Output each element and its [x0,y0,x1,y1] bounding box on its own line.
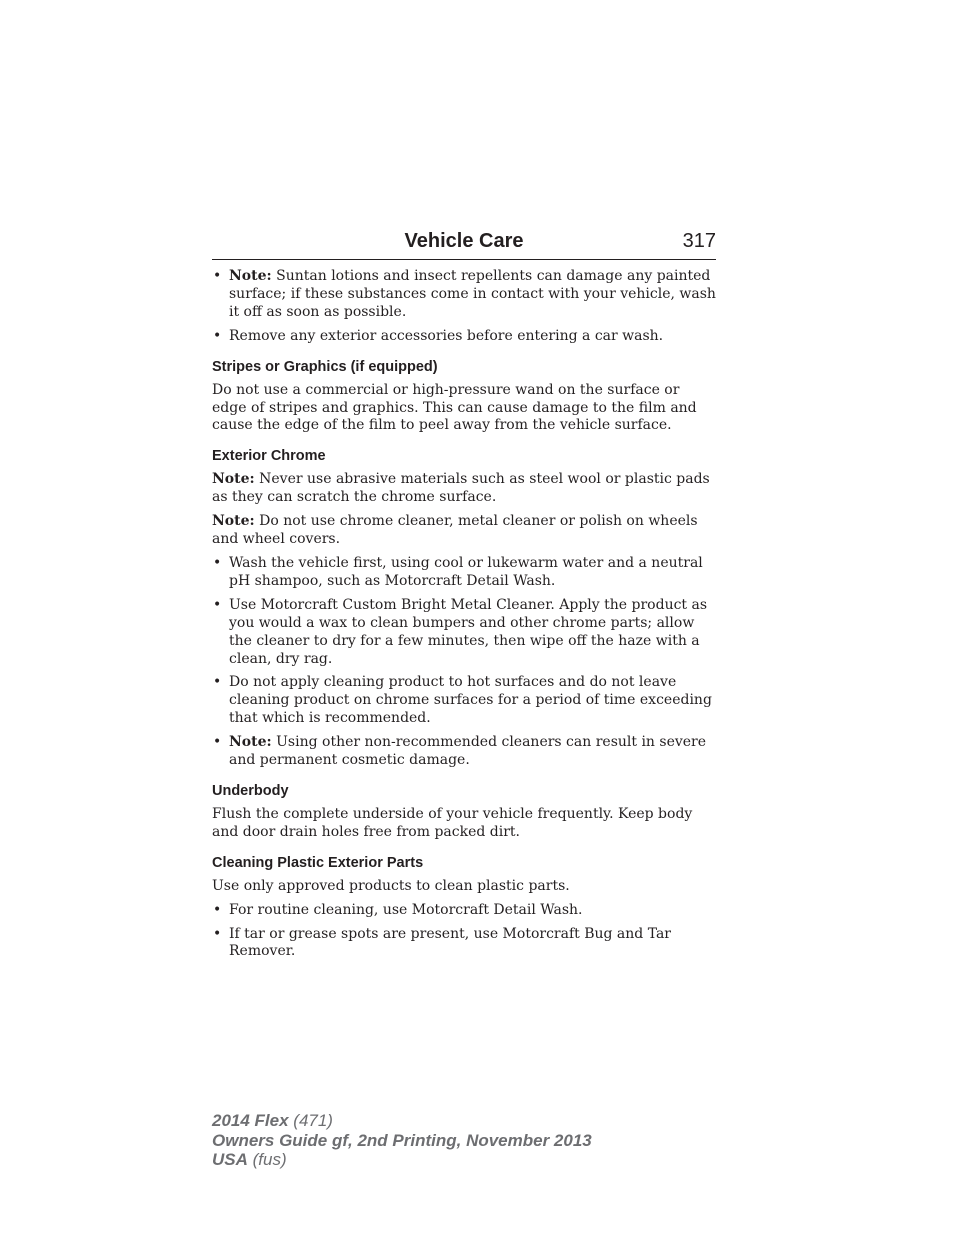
stripes-heading: Stripes or Graphics (if equipped) [212,358,438,375]
note-text: Never use abrasive materials such as steel wool or plastic pads as they can scratch the chrome surface. [212,471,710,506]
footer-guide: Owners Guide gf, 2nd Printing, November 2013 [212,1130,592,1150]
note-label: Note: [229,734,272,751]
chrome-note [212,513,716,549]
list-item-text: Use Motorcraft Custom Bright Metal Cleaner. Apply the product as you would a wax to clean bumpers and other chrome parts; allow the cleaner to dry for a few minutes, then wipe off the haze with a clean, dry rag. [229,596,708,667]
list-item-text: If tar or grease spots are present, use Motorcraft Bug and Tar Remover. [229,925,671,960]
note-text: Do not use chrome cleaner, metal cleaner or polish on wheels and wheel covers. [212,513,698,548]
list-item [212,328,716,346]
list-item-text: Do not apply cleaning product to hot surfaces and do not leave cleaning product on chrome surfaces for a period of time exceeding that which is recommended. [229,674,712,727]
footer-model-code: (471) [288,1111,333,1130]
plastic-list [212,902,716,962]
note-label: Note: [212,471,255,488]
footer-region-code: (fus) [247,1150,287,1169]
list-item [212,597,716,669]
list-item [212,734,716,770]
footer-region-line [212,1150,592,1170]
note-label: Note: [212,513,255,530]
underbody-heading: Underbody [212,782,289,799]
chrome-list [212,555,716,770]
chrome-heading: Exterior Chrome [212,448,326,465]
underbody-body: Flush the complete underside of your vehicle frequently. Keep body and door drain holes free from packed dirt. [212,805,693,840]
footer-region: USA [212,1150,248,1169]
list-item [212,268,716,322]
page-number: 317 [682,230,716,252]
list-item-text: Wash the vehicle first, using cool or lukewarm water and a neutral pH shampoo, such as Motorcraft Detail Wash. [229,554,703,589]
list-item-text: Remove any exterior accessories before entering a car wash. [229,327,664,344]
page-footer [212,1111,592,1170]
footer-model-line [212,1111,592,1131]
list-item-text: Suntan lotions and insect repellents can damage any painted surface; if these substances come in contact with your vehicle, wash it off as soon as possible. [229,268,716,320]
intro-list [212,268,716,346]
list-item [212,555,716,591]
list-item [212,902,716,920]
list-item-text: For routine cleaning, use Motorcraft Detail Wash. [229,901,583,918]
list-item [212,926,716,962]
stripes-body: Do not use a commercial or high-pressure wand on the surface or edge of stripes and graphics. This can cause damage to the film and cause the edge of the film to peel away from the vehicle surface. [212,381,697,434]
footer-model: 2014 Flex [212,1111,289,1130]
plastic-body: Use only approved products to clean plastic parts. [212,877,570,894]
section-title: Vehicle Care [404,230,524,252]
plastic-heading: Cleaning Plastic Exterior Parts [212,854,424,871]
page-header [212,228,716,260]
list-item [212,674,716,728]
chrome-note [212,471,716,507]
note-label: Note: [229,268,272,284]
list-item-text: Using other non-recommended cleaners can result in severe and permanent cosmetic damage. [229,734,707,769]
page-content [212,268,716,967]
